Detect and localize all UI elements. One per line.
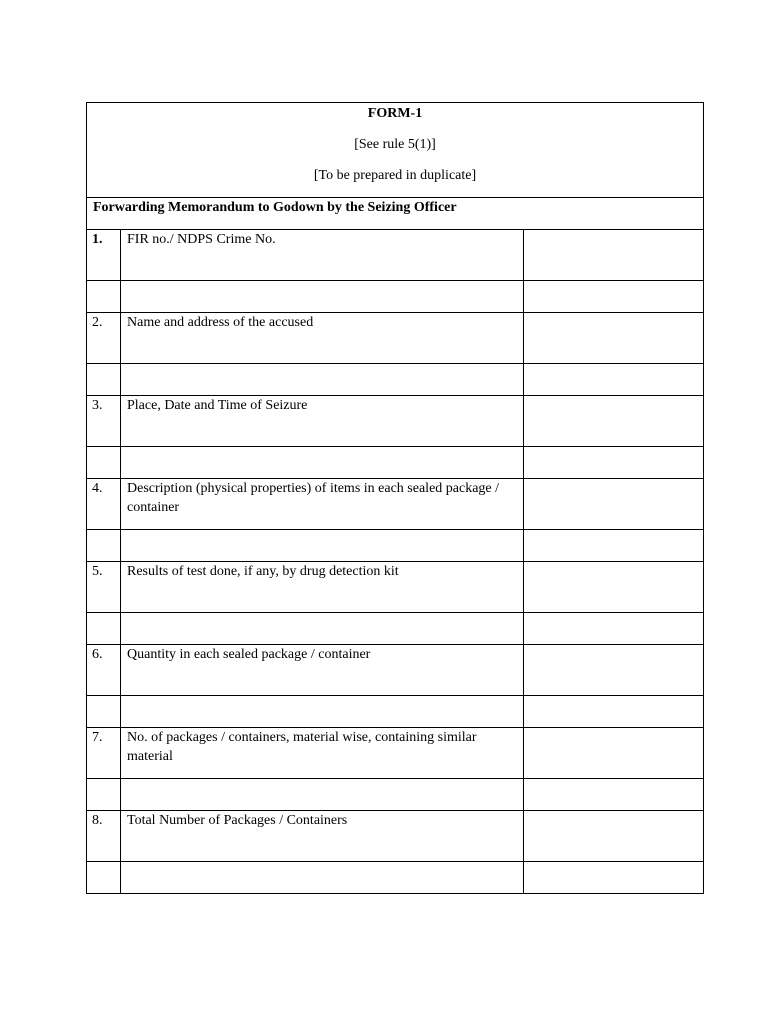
blank-row	[87, 281, 704, 313]
table-row	[87, 479, 704, 530]
item-label: Description (physical properties) of items in each sealed package / container	[127, 481, 500, 515]
item-label-cell	[121, 811, 524, 862]
table-row	[87, 645, 704, 696]
blank-field[interactable]	[121, 613, 524, 645]
item-label: Results of test done, if any, by drug detection kit	[127, 564, 399, 579]
blank-row	[87, 779, 704, 811]
blank-field[interactable]	[524, 281, 704, 313]
form-table	[86, 102, 704, 894]
table-row	[87, 230, 704, 281]
answer-field[interactable]	[524, 645, 704, 696]
blank-cell	[87, 613, 121, 645]
item-label-cell	[121, 479, 524, 530]
blank-field[interactable]	[121, 530, 524, 562]
form-header-row	[87, 103, 704, 198]
memo-title-cell	[87, 198, 704, 230]
blank-cell	[87, 447, 121, 479]
blank-cell	[87, 530, 121, 562]
blank-field[interactable]	[121, 696, 524, 728]
form-header	[87, 103, 704, 198]
blank-row	[87, 364, 704, 396]
answer-field[interactable]	[524, 230, 704, 281]
item-number-cell	[87, 811, 121, 862]
blank-cell	[87, 281, 121, 313]
blank-row	[87, 862, 704, 894]
item-number: 4.	[92, 481, 103, 496]
memo-title: Forwarding Memorandum to Godown by the Seizing Officer	[93, 200, 457, 215]
form-title: FORM-1	[367, 106, 423, 121]
item-number: 2.	[92, 315, 103, 330]
item-number-cell	[87, 313, 121, 364]
answer-field[interactable]	[524, 811, 704, 862]
blank-cell	[87, 779, 121, 811]
item-label: FIR no./ NDPS Crime No.	[127, 232, 276, 247]
rule-reference: [See rule 5(1)]	[354, 137, 436, 152]
item-label-cell	[121, 728, 524, 779]
item-number: 1.	[92, 232, 103, 247]
blank-field[interactable]	[121, 862, 524, 894]
item-label: Name and address of the accused	[127, 315, 314, 330]
table-row	[87, 728, 704, 779]
blank-field[interactable]	[524, 447, 704, 479]
item-label-cell	[121, 230, 524, 281]
blank-row	[87, 447, 704, 479]
item-label: No. of packages / containers, material wise, containing similar material	[127, 730, 477, 764]
table-row	[87, 396, 704, 447]
blank-field[interactable]	[121, 364, 524, 396]
answer-field[interactable]	[524, 728, 704, 779]
blank-field[interactable]	[524, 862, 704, 894]
blank-field[interactable]	[524, 613, 704, 645]
blank-field[interactable]	[524, 530, 704, 562]
blank-field[interactable]	[121, 447, 524, 479]
item-number-cell	[87, 728, 121, 779]
item-label-cell	[121, 562, 524, 613]
item-label-cell	[121, 645, 524, 696]
answer-field[interactable]	[524, 396, 704, 447]
blank-field[interactable]	[121, 281, 524, 313]
duplicate-instruction: [To be prepared in duplicate]	[313, 168, 477, 183]
table-row	[87, 811, 704, 862]
table-row	[87, 562, 704, 613]
memo-title-row	[87, 198, 704, 230]
item-number-cell	[87, 479, 121, 530]
blank-field[interactable]	[121, 779, 524, 811]
item-label: Total Number of Packages / Containers	[127, 813, 348, 828]
blank-cell	[87, 364, 121, 396]
item-number: 7.	[92, 730, 103, 745]
blank-field[interactable]	[524, 696, 704, 728]
item-label: Place, Date and Time of Seizure	[127, 398, 308, 413]
item-number-cell	[87, 230, 121, 281]
item-number: 3.	[92, 398, 103, 413]
table-row	[87, 313, 704, 364]
answer-field[interactable]	[524, 479, 704, 530]
blank-row	[87, 530, 704, 562]
blank-field[interactable]	[524, 779, 704, 811]
blank-row	[87, 696, 704, 728]
item-label-cell	[121, 396, 524, 447]
answer-field[interactable]	[524, 562, 704, 613]
item-number: 5.	[92, 564, 103, 579]
item-number-cell	[87, 562, 121, 613]
item-label-cell	[121, 313, 524, 364]
item-number: 8.	[92, 813, 103, 828]
item-number: 6.	[92, 647, 103, 662]
blank-cell	[87, 696, 121, 728]
blank-row	[87, 613, 704, 645]
item-number-cell	[87, 396, 121, 447]
blank-field[interactable]	[524, 364, 704, 396]
blank-cell	[87, 862, 121, 894]
answer-field[interactable]	[524, 313, 704, 364]
item-label: Quantity in each sealed package / container	[127, 647, 371, 662]
item-number-cell	[87, 645, 121, 696]
